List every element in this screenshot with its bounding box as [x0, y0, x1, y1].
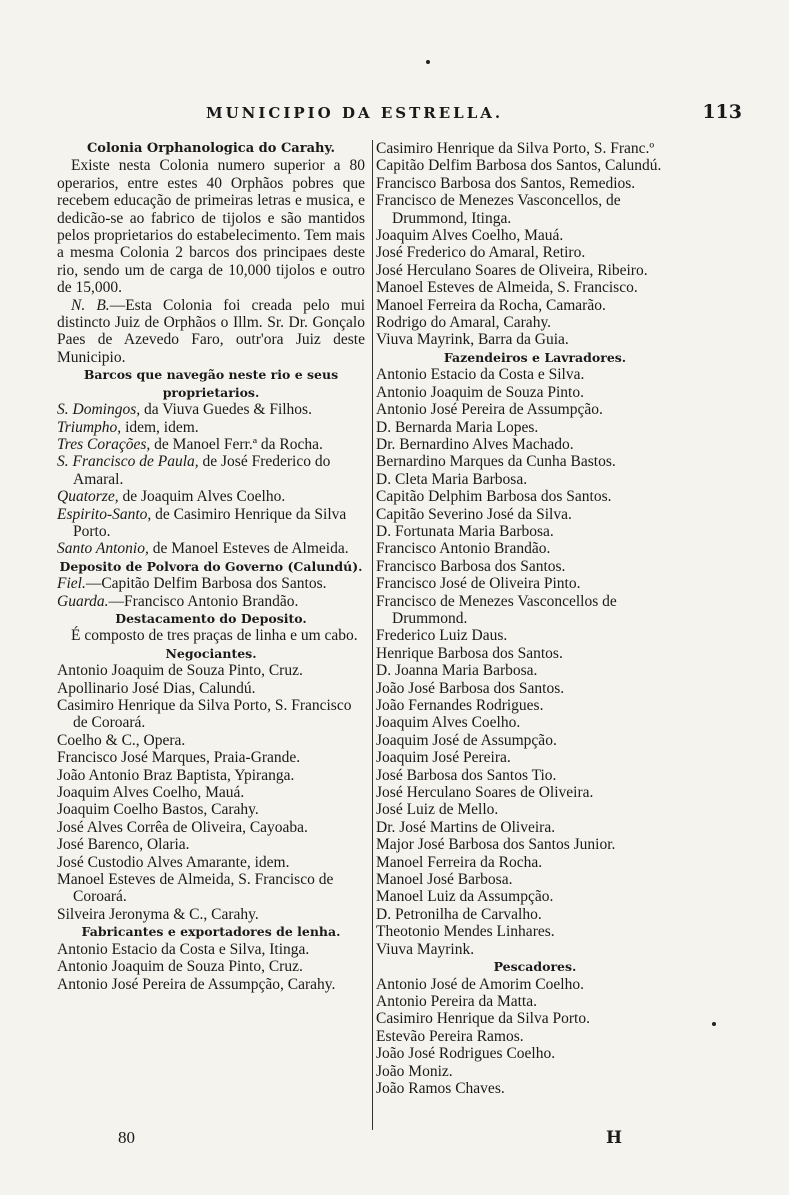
list-item: Casimiro Henrique da Silva Porto. [376, 1010, 590, 1028]
list-item: José Herculano Soares de Oliveira. [376, 784, 594, 802]
list-item: Capitão Severino José da Silva. [376, 505, 572, 523]
list-item: Major José Barbosa dos Santos Junior. [376, 836, 616, 854]
list-item: Antonio Estacio da Costa e Silva, Itinga. [57, 940, 310, 958]
list-item: Antonio José Pereira de Assumpção, Carahy. [57, 975, 336, 993]
nb-text: —Esta Colonia foi creada pelo mui distincto Juiz de Orphãos o Illm. Sr. Dr. Gonçalo Paes de Azevedo Faro, outr'ora Juiz deste Municipio. [57, 296, 366, 366]
list-item: Capitão Delphim Barbosa dos Santos. [376, 488, 612, 506]
list-item: João Antonio Braz Baptista, Ypiranga. [57, 766, 295, 784]
nb-label: N. B. [71, 296, 110, 314]
section-heading-colonia: Colonia Orphanologica do Carahy. [86, 141, 336, 156]
list-item: Viuva Mayrink. [376, 940, 475, 958]
list-item: José Barenco, Olaria. [57, 836, 190, 854]
list-item: Viuva Mayrink, Barra da Guia. [376, 331, 569, 349]
colonia-paragraph: Existe nesta Colonia numero superior a 80 operarios, entre estes 40 Orphãos pobres que recebem educação de primeiras letras e musica, e dedicão-se ao fabrico de tijolos e são mantidos pelos proprietarios do estabelecimento. Tem mais a mesma Colonia 2 barcos dos principaes deste rio, sendo um de carga de 10,000 tijolos e outro de 15,000. [57, 157, 365, 297]
list-item: José Herculano Soares de Oliveira, Ribeiro. [376, 261, 648, 279]
list-item: Joaquim Coelho Bastos, Carahy. [57, 801, 259, 819]
list-item: João Moniz. [376, 1062, 453, 1080]
list-item: José Custodio Alves Amarante, idem. [57, 853, 290, 871]
list-item: Casimiro Henrique da Silva Porto, S. Francisco de Coroará. [57, 697, 352, 732]
list-item: João José Rodrigues Coelho. [376, 1045, 556, 1063]
list-item: Joaquim Alves Coelho, Mauá. [376, 227, 564, 245]
list-item: Tres Corações, de Manoel Ferr.ª da Rocha. [57, 435, 323, 453]
list-item: D. Fortunata Maria Barbosa. [376, 522, 554, 540]
list-item: Joaquim José de Assumpção. [376, 731, 557, 749]
list-item: Quatorze, de Joaquim Alves Coelho. [57, 488, 286, 506]
list-item: Francisco de Menezes Vasconcellos de Drummond. [376, 592, 617, 627]
list-item: Dr. José Martins de Oliveira. [376, 818, 556, 836]
list-item: Francisco de Menezes Vasconcellos, de Drummond, Itinga. [376, 192, 621, 227]
list-item: Coelho & C., Opera. [57, 731, 186, 749]
list-item: S. Francisco de Paula, de José Frederico do Amaral. [57, 453, 331, 488]
list-item: Joaquim Alves Coelho. [376, 714, 521, 732]
right-column [372, 140, 694, 1130]
list-item: Joaquim Alves Coelho, Mauá. [57, 784, 245, 802]
list-item: Francisco Antonio Brandão. [376, 540, 551, 558]
section-heading-deposito: Deposito de Polvora do Governo (Calundú). [59, 558, 363, 574]
destacamento-paragraph: É composto de tres praças de linha e um cabo. [71, 627, 358, 645]
list-item: Antonio Joaquim de Souza Pinto. [376, 383, 584, 401]
list-item: Dr. Bernardino Alves Machado. [376, 435, 574, 453]
list-item: Francisco Barbosa dos Santos. [376, 557, 566, 575]
list-item: Bernardino Marques da Cunha Bastos. [376, 453, 616, 471]
left-column [57, 140, 365, 993]
list-item: S. Domingos, da Viuva Guedes & Filhos. [57, 401, 312, 419]
list-item: Apollinario José Dias, Calundú. [57, 679, 256, 697]
list-item: José Frederico do Amaral, Retiro. [376, 244, 586, 262]
fazendeiros-list [376, 366, 694, 958]
list-item: José Luiz de Mello. [376, 801, 499, 819]
list-item: Silveira Jeronyma & C., Carahy. [57, 905, 259, 923]
list-item: Francisco José Marques, Praia-Grande. [57, 749, 301, 767]
negociantes-cont-list [376, 140, 694, 349]
list-item: Casimiro Henrique da Silva Porto, S. Franc.º [376, 140, 655, 157]
list-item: Capitão Delfim Barbosa dos Santos, Calundú. [376, 157, 662, 175]
list-item: Manoel José Barbosa. [376, 871, 513, 889]
section-heading-negociantes: Negociantes. [165, 645, 257, 661]
pescadores-list [376, 976, 694, 1098]
list-item: Antonio Joaquim de Souza Pinto, Cruz. [57, 958, 303, 976]
list-item: Joaquim José Pereira. [376, 749, 511, 767]
section-heading-destacamento: Destacamento do Deposito. [115, 610, 307, 626]
list-item: Henrique Barbosa dos Santos. [376, 644, 563, 662]
page-header [56, 101, 746, 132]
list-item: Theotonio Mendes Linhares. [376, 923, 555, 941]
signature-letter: H [606, 1128, 623, 1148]
list-item: José Alves Corrêa de Oliveira, Cayoaba. [57, 818, 308, 836]
list-item: D. Joanna Maria Barbosa. [376, 662, 538, 680]
list-item: Antonio Joaquim de Souza Pinto, Cruz. [57, 662, 303, 680]
section-heading-pescadores: Pescadores. [493, 959, 577, 975]
list-item: Francisco Barbosa dos Santos, Remedios. [376, 174, 636, 192]
list-item: Manoel Esteves de Almeida, S. Francisco de Coroará. [57, 871, 334, 906]
list-item: D. Bernarda Maria Lopes. [376, 418, 539, 436]
list-item: D. Cleta Maria Barbosa. [376, 470, 528, 488]
list-item: Guarda.—Francisco Antonio Brandão. [57, 592, 299, 610]
ink-spot [426, 60, 430, 64]
page-number: 113 [702, 101, 742, 123]
section-heading-fabricantes: Fabricantes e exportadores de lenha. [81, 924, 341, 940]
list-item: José Barbosa dos Santos Tio. [376, 766, 557, 784]
list-item: Manoel Ferreira da Rocha, Camarão. [376, 296, 606, 314]
list-item: Rodrigo do Amaral, Carahy. [376, 314, 552, 332]
list-item: Espirito-Santo, de Casimiro Henrique da Silva Porto. [57, 505, 347, 540]
list-item: Antonio Pereira da Matta. [376, 992, 537, 1010]
section-heading-fazendeiros: Fazendeiros e Lavradores. [443, 349, 627, 365]
list-item: Antonio Estacio da Costa e Silva. [376, 366, 585, 384]
list-item: Estevão Pereira Ramos. [376, 1027, 524, 1045]
negociantes-list [57, 662, 365, 923]
list-item: Manoel Esteves de Almeida, S. Francisco. [376, 279, 638, 297]
nb-paragraph [57, 297, 365, 367]
page-title: MUNICIPIO DA ESTRELLA. [206, 104, 504, 122]
barcos-list [57, 401, 365, 558]
list-item: Manoel Ferreira da Rocha. [376, 853, 543, 871]
list-item: Antonio José de Amorim Coelho. [376, 975, 584, 993]
fabricantes-list [57, 941, 365, 993]
list-item: Frederico Luiz Daus. [376, 627, 508, 645]
list-item: João José Barbosa dos Santos. [376, 679, 565, 697]
list-item: D. Petronilha de Carvalho. [376, 905, 542, 923]
list-item: João Ramos Chaves. [376, 1079, 505, 1097]
list-item: Fiel.—Capitão Delfim Barbosa dos Santos. [57, 575, 327, 593]
list-item: Manoel Luiz da Assumpção. [376, 888, 554, 906]
list-item: Francisco José de Oliveira Pinto. [376, 575, 581, 593]
list-item: João Fernandes Rodrigues. [376, 697, 544, 714]
list-item: Santo Antonio, de Manoel Esteves de Almeida. [57, 540, 349, 558]
signature-number: 80 [118, 1128, 135, 1147]
ink-spot [712, 1022, 716, 1026]
section-heading-barcos: Barcos que navegão neste rio e seus proprietarios. [83, 367, 339, 400]
list-item: Antonio José Pereira de Assumpção. [376, 401, 603, 419]
list-item: Triumpho, idem, idem. [57, 418, 199, 436]
